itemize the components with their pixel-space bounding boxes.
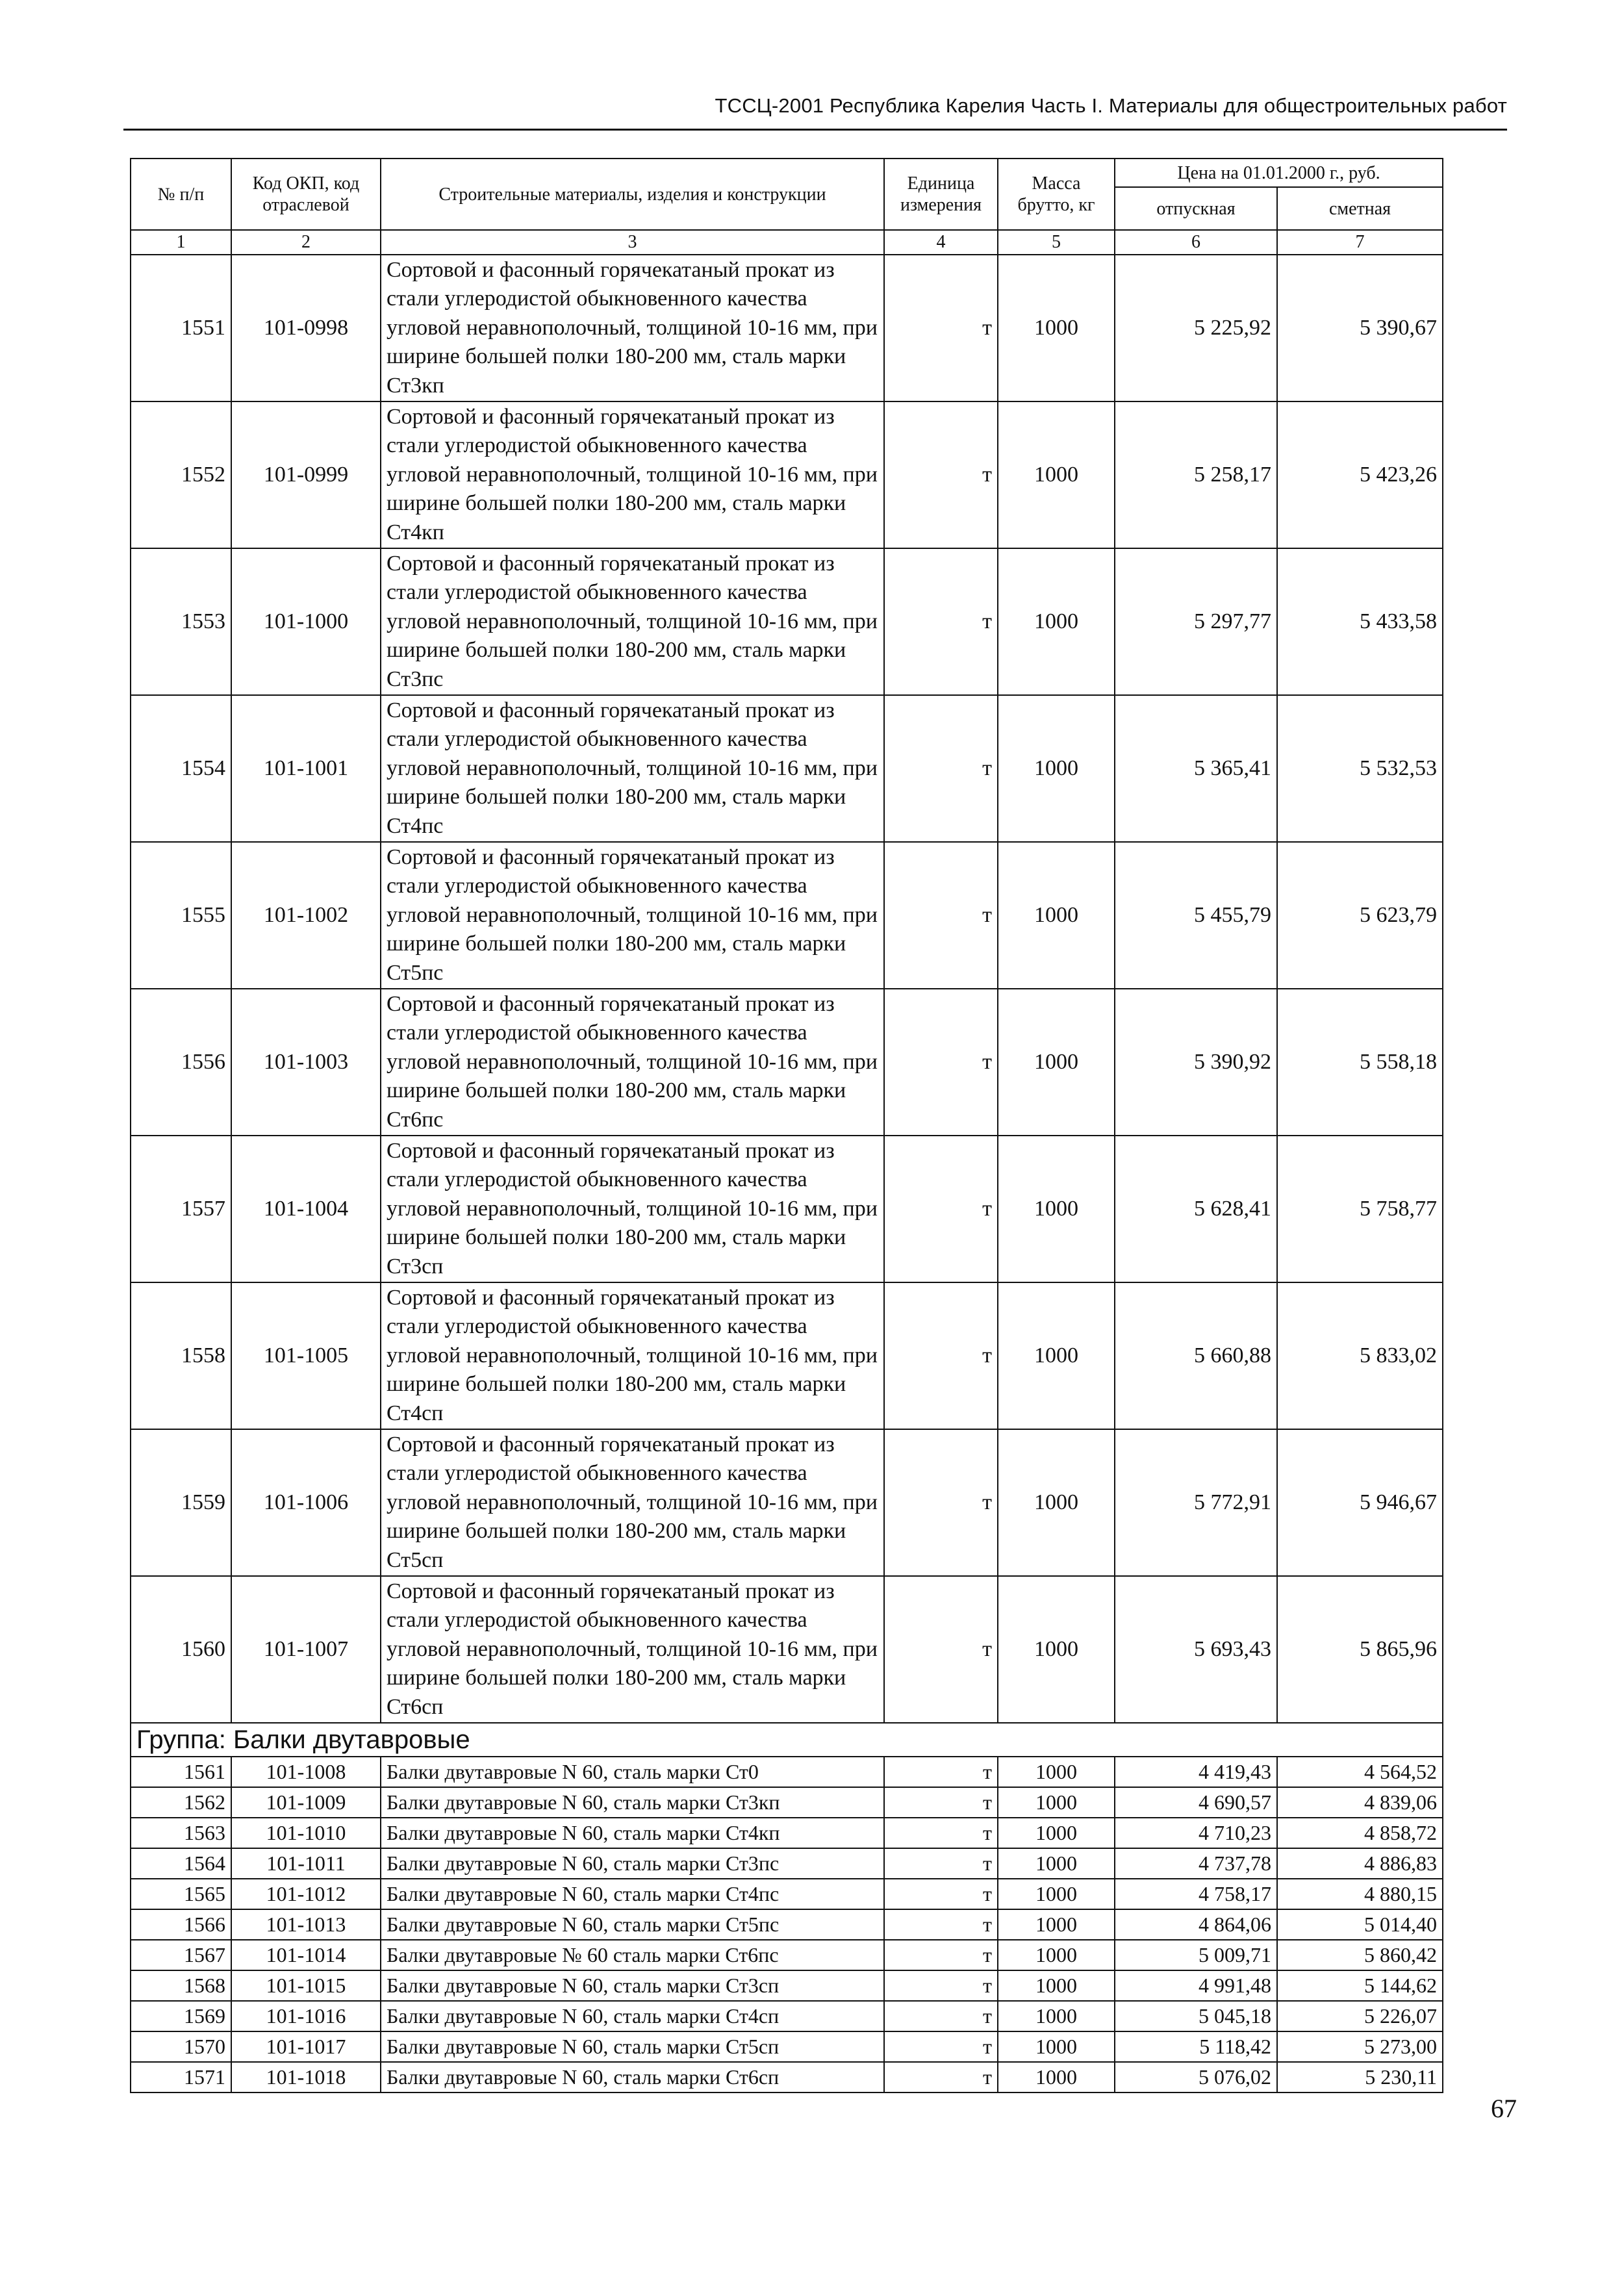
row-code: 101-1004 <box>231 1136 381 1282</box>
price-table <box>130 158 1443 2093</box>
row-unit: т <box>884 1909 998 1940</box>
table-row <box>131 548 1443 695</box>
row-price-release: 5 297,77 <box>1115 548 1277 695</box>
column-number-row <box>131 230 1443 255</box>
row-code: 101-1000 <box>231 548 381 695</box>
row-description: Сортовой и фасонный горячекатаный прокат из стали углеродистой обыкновенного качества угловой неравнополочный, толщиной 10-16 мм, при ширине большей полки 180-200 мм, сталь марки Ст3пс <box>381 548 884 695</box>
row-mass: 1000 <box>998 1136 1115 1282</box>
row-description: Балки двутавровые N 60, сталь марки Ст3сп <box>381 1970 884 2001</box>
row-price-estimate: 5 230,11 <box>1277 2062 1443 2093</box>
row-code: 101-1013 <box>231 1909 381 1940</box>
column-number: 2 <box>231 230 381 255</box>
row-unit: т <box>884 2031 998 2062</box>
table-row <box>131 2062 1443 2093</box>
row-mass: 1000 <box>998 255 1115 401</box>
row-mass: 1000 <box>998 2062 1115 2093</box>
table-row <box>131 695 1443 842</box>
row-description: Балки двутавровые N 60, сталь марки Ст5пс <box>381 1909 884 1940</box>
row-mass: 1000 <box>998 2001 1115 2031</box>
table-row <box>131 1787 1443 1818</box>
row-code: 101-1008 <box>231 1757 381 1787</box>
row-price-estimate: 5 833,02 <box>1277 1282 1443 1429</box>
row-price-estimate: 5 423,26 <box>1277 401 1443 548</box>
row-unit: т <box>884 1787 998 1818</box>
table-row <box>131 1757 1443 1787</box>
running-header: ТССЦ-2001 Республика Карелия Часть I. Материалы для общестроительных работ <box>715 94 1507 117</box>
row-mass: 1000 <box>998 1429 1115 1576</box>
row-num: 1566 <box>131 1909 231 1940</box>
group-heading-row <box>131 1723 1443 1757</box>
row-code: 101-0999 <box>231 401 381 548</box>
row-code: 101-1012 <box>231 1879 381 1909</box>
row-num: 1559 <box>131 1429 231 1576</box>
row-num: 1564 <box>131 1848 231 1879</box>
row-num: 1561 <box>131 1757 231 1787</box>
row-price-release: 4 991,48 <box>1115 1970 1277 2001</box>
row-price-estimate: 4 564,52 <box>1277 1757 1443 1787</box>
row-price-estimate: 5 433,58 <box>1277 548 1443 695</box>
row-price-estimate: 5 558,18 <box>1277 989 1443 1136</box>
header-price-release: отпускная <box>1115 187 1277 230</box>
row-price-release: 5 365,41 <box>1115 695 1277 842</box>
row-num: 1553 <box>131 548 231 695</box>
table-row <box>131 1136 1443 1282</box>
row-price-release: 5 225,92 <box>1115 255 1277 401</box>
row-description: Балки двутавровые N 60, сталь марки Ст3кп <box>381 1787 884 1818</box>
row-price-release: 4 864,06 <box>1115 1909 1277 1940</box>
row-mass: 1000 <box>998 548 1115 695</box>
row-num: 1557 <box>131 1136 231 1282</box>
row-unit: т <box>884 1970 998 2001</box>
column-number: 1 <box>131 230 231 255</box>
row-description: Балки двутавровые N 60, сталь марки Ст4кп <box>381 1818 884 1848</box>
row-num: 1555 <box>131 842 231 989</box>
row-price-estimate: 5 226,07 <box>1277 2001 1443 2031</box>
row-unit: т <box>884 401 998 548</box>
group-title: Группа: Балки двутавровые <box>131 1723 1443 1757</box>
row-unit: т <box>884 989 998 1136</box>
row-price-estimate: 5 865,96 <box>1277 1576 1443 1723</box>
row-unit: т <box>884 1429 998 1576</box>
row-description: Сортовой и фасонный горячекатаный прокат из стали углеродистой обыкновенного качества угловой неравнополочный, толщиной 10-16 мм, при ширине большей полки 180-200 мм, сталь марки Ст6пс <box>381 989 884 1136</box>
column-number: 5 <box>998 230 1115 255</box>
row-code: 101-1001 <box>231 695 381 842</box>
table-row <box>131 1282 1443 1429</box>
row-price-estimate: 5 532,53 <box>1277 695 1443 842</box>
row-price-estimate: 5 758,77 <box>1277 1136 1443 1282</box>
row-unit: т <box>884 255 998 401</box>
row-description: Сортовой и фасонный горячекатаный прокат из стали углеродистой обыкновенного качества угловой неравнополочный, толщиной 10-16 мм, при ширине большей полки 180-200 мм, сталь марки Ст3сп <box>381 1136 884 1282</box>
row-description: Балки двутавровые N 60, сталь марки Ст4пс <box>381 1879 884 1909</box>
row-price-release: 5 455,79 <box>1115 842 1277 989</box>
header-rule <box>123 129 1507 131</box>
row-code: 101-1011 <box>231 1848 381 1879</box>
row-description: Сортовой и фасонный горячекатаный прокат из стали углеродистой обыкновенного качества угловой неравнополочный, толщиной 10-16 мм, при ширине большей полки 180-200 мм, сталь марки Ст4пс <box>381 695 884 842</box>
row-unit: т <box>884 2001 998 2031</box>
table-row <box>131 1940 1443 1970</box>
row-price-release: 5 693,43 <box>1115 1576 1277 1723</box>
row-num: 1556 <box>131 989 231 1136</box>
row-mass: 1000 <box>998 989 1115 1136</box>
row-code: 101-1005 <box>231 1282 381 1429</box>
row-unit: т <box>884 548 998 695</box>
row-description: Балки двутавровые N 60, сталь марки Ст6сп <box>381 2062 884 2093</box>
row-description: Сортовой и фасонный горячекатаный прокат из стали углеродистой обыкновенного качества угловой неравнополочный, толщиной 10-16 мм, при ширине большей полки 180-200 мм, сталь марки Ст3кп <box>381 255 884 401</box>
row-mass: 1000 <box>998 1970 1115 2001</box>
row-mass: 1000 <box>998 1787 1115 1818</box>
row-num: 1567 <box>131 1940 231 1970</box>
row-code: 101-0998 <box>231 255 381 401</box>
row-price-release: 5 258,17 <box>1115 401 1277 548</box>
table-row <box>131 255 1443 401</box>
row-description: Сортовой и фасонный горячекатаный прокат из стали углеродистой обыкновенного качества угловой неравнополочный, толщиной 10-16 мм, при ширине большей полки 180-200 мм, сталь марки Ст6сп <box>381 1576 884 1723</box>
row-unit: т <box>884 1282 998 1429</box>
row-mass: 1000 <box>998 1879 1115 1909</box>
row-mass: 1000 <box>998 1848 1115 1879</box>
row-code: 101-1015 <box>231 1970 381 2001</box>
column-number: 4 <box>884 230 998 255</box>
row-price-estimate: 5 860,42 <box>1277 1940 1443 1970</box>
page-number: 67 <box>1491 2094 1517 2123</box>
row-num: 1570 <box>131 2031 231 2062</box>
row-code: 101-1018 <box>231 2062 381 2093</box>
table-row <box>131 2031 1443 2062</box>
row-unit: т <box>884 1818 998 1848</box>
row-price-release: 5 772,91 <box>1115 1429 1277 1576</box>
row-mass: 1000 <box>998 1282 1115 1429</box>
table-row <box>131 1576 1443 1723</box>
header-mass: Масса брутто, кг <box>998 159 1115 230</box>
row-code: 101-1010 <box>231 1818 381 1848</box>
header-materials: Строительные материалы, изделия и конструкции <box>381 159 884 230</box>
table-row <box>131 1879 1443 1909</box>
row-description: Балки двутавровые № 60 сталь марки Ст6пс <box>381 1940 884 1970</box>
row-price-release: 5 076,02 <box>1115 2062 1277 2093</box>
row-code: 101-1007 <box>231 1576 381 1723</box>
table-row <box>131 842 1443 989</box>
row-description: Сортовой и фасонный горячекатаный прокат из стали углеродистой обыкновенного качества угловой неравнополочный, толщиной 10-16 мм, при ширине большей полки 180-200 мм, сталь марки Ст4кп <box>381 401 884 548</box>
row-price-release: 4 690,57 <box>1115 1787 1277 1818</box>
row-mass: 1000 <box>998 1576 1115 1723</box>
row-description: Сортовой и фасонный горячекатаный прокат из стали углеродистой обыкновенного качества угловой неравнополочный, толщиной 10-16 мм, при ширине большей полки 180-200 мм, сталь марки Ст4сп <box>381 1282 884 1429</box>
row-num: 1571 <box>131 2062 231 2093</box>
row-code: 101-1016 <box>231 2001 381 2031</box>
row-price-release: 4 758,17 <box>1115 1879 1277 1909</box>
row-price-estimate: 5 273,00 <box>1277 2031 1443 2062</box>
header-unit: Единица измерения <box>884 159 998 230</box>
row-price-estimate: 5 390,67 <box>1277 255 1443 401</box>
row-unit: т <box>884 695 998 842</box>
row-price-release: 5 660,88 <box>1115 1282 1277 1429</box>
row-num: 1551 <box>131 255 231 401</box>
column-number: 7 <box>1277 230 1443 255</box>
row-mass: 1000 <box>998 2031 1115 2062</box>
row-price-release: 4 710,23 <box>1115 1818 1277 1848</box>
row-num: 1565 <box>131 1879 231 1909</box>
row-description: Балки двутавровые N 60, сталь марки Ст4сп <box>381 2001 884 2031</box>
row-price-estimate: 4 880,15 <box>1277 1879 1443 1909</box>
row-unit: т <box>884 1576 998 1723</box>
table-header-row <box>131 159 1443 187</box>
table-row <box>131 1970 1443 2001</box>
row-price-release: 4 419,43 <box>1115 1757 1277 1787</box>
row-price-estimate: 4 839,06 <box>1277 1787 1443 1818</box>
table-row <box>131 1429 1443 1576</box>
header-price-estimate: сметная <box>1277 187 1443 230</box>
row-price-estimate: 5 946,67 <box>1277 1429 1443 1576</box>
table-row <box>131 989 1443 1136</box>
row-description: Балки двутавровые N 60, сталь марки Ст0 <box>381 1757 884 1787</box>
row-price-estimate: 5 014,40 <box>1277 1909 1443 1940</box>
row-num: 1562 <box>131 1787 231 1818</box>
row-price-estimate: 4 858,72 <box>1277 1818 1443 1848</box>
table-row <box>131 1848 1443 1879</box>
row-mass: 1000 <box>998 1940 1115 1970</box>
row-description: Балки двутавровые N 60, сталь марки Ст5сп <box>381 2031 884 2062</box>
row-price-estimate: 4 886,83 <box>1277 1848 1443 1879</box>
row-unit: т <box>884 2062 998 2093</box>
row-mass: 1000 <box>998 401 1115 548</box>
row-code: 101-1017 <box>231 2031 381 2062</box>
row-mass: 1000 <box>998 695 1115 842</box>
row-price-release: 4 737,78 <box>1115 1848 1277 1879</box>
row-unit: т <box>884 1940 998 1970</box>
row-code: 101-1014 <box>231 1940 381 1970</box>
row-mass: 1000 <box>998 1909 1115 1940</box>
row-unit: т <box>884 1136 998 1282</box>
row-mass: 1000 <box>998 1757 1115 1787</box>
row-mass: 1000 <box>998 842 1115 989</box>
header-okp: Код ОКП, код отраслевой <box>231 159 381 230</box>
row-price-release: 5 628,41 <box>1115 1136 1277 1282</box>
row-code: 101-1003 <box>231 989 381 1136</box>
header-num: № п/п <box>131 159 231 230</box>
row-unit: т <box>884 1757 998 1787</box>
row-description: Сортовой и фасонный горячекатаный прокат из стали углеродистой обыкновенного качества угловой неравнополочный, толщиной 10-16 мм, при ширине большей полки 180-200 мм, сталь марки Ст5сп <box>381 1429 884 1576</box>
row-code: 101-1002 <box>231 842 381 989</box>
row-unit: т <box>884 1848 998 1879</box>
column-number: 6 <box>1115 230 1277 255</box>
row-mass: 1000 <box>998 1818 1115 1848</box>
row-unit: т <box>884 1879 998 1909</box>
row-description: Балки двутавровые N 60, сталь марки Ст3пс <box>381 1848 884 1879</box>
row-price-estimate: 5 623,79 <box>1277 842 1443 989</box>
table-row <box>131 1818 1443 1848</box>
row-num: 1568 <box>131 1970 231 2001</box>
row-unit: т <box>884 842 998 989</box>
row-price-release: 5 390,92 <box>1115 989 1277 1136</box>
row-num: 1558 <box>131 1282 231 1429</box>
row-code: 101-1006 <box>231 1429 381 1576</box>
row-price-release: 5 045,18 <box>1115 2001 1277 2031</box>
table-row <box>131 2001 1443 2031</box>
row-price-estimate: 5 144,62 <box>1277 1970 1443 2001</box>
column-number: 3 <box>381 230 884 255</box>
row-price-release: 5 009,71 <box>1115 1940 1277 1970</box>
table-row <box>131 401 1443 548</box>
header-price-group: Цена на 01.01.2000 г., руб. <box>1115 159 1443 187</box>
table-row <box>131 1909 1443 1940</box>
row-num: 1569 <box>131 2001 231 2031</box>
row-price-release: 5 118,42 <box>1115 2031 1277 2062</box>
row-num: 1554 <box>131 695 231 842</box>
row-num: 1563 <box>131 1818 231 1848</box>
row-code: 101-1009 <box>231 1787 381 1818</box>
row-num: 1552 <box>131 401 231 548</box>
row-num: 1560 <box>131 1576 231 1723</box>
row-description: Сортовой и фасонный горячекатаный прокат из стали углеродистой обыкновенного качества угловой неравнополочный, толщиной 10-16 мм, при ширине большей полки 180-200 мм, сталь марки Ст5пс <box>381 842 884 989</box>
